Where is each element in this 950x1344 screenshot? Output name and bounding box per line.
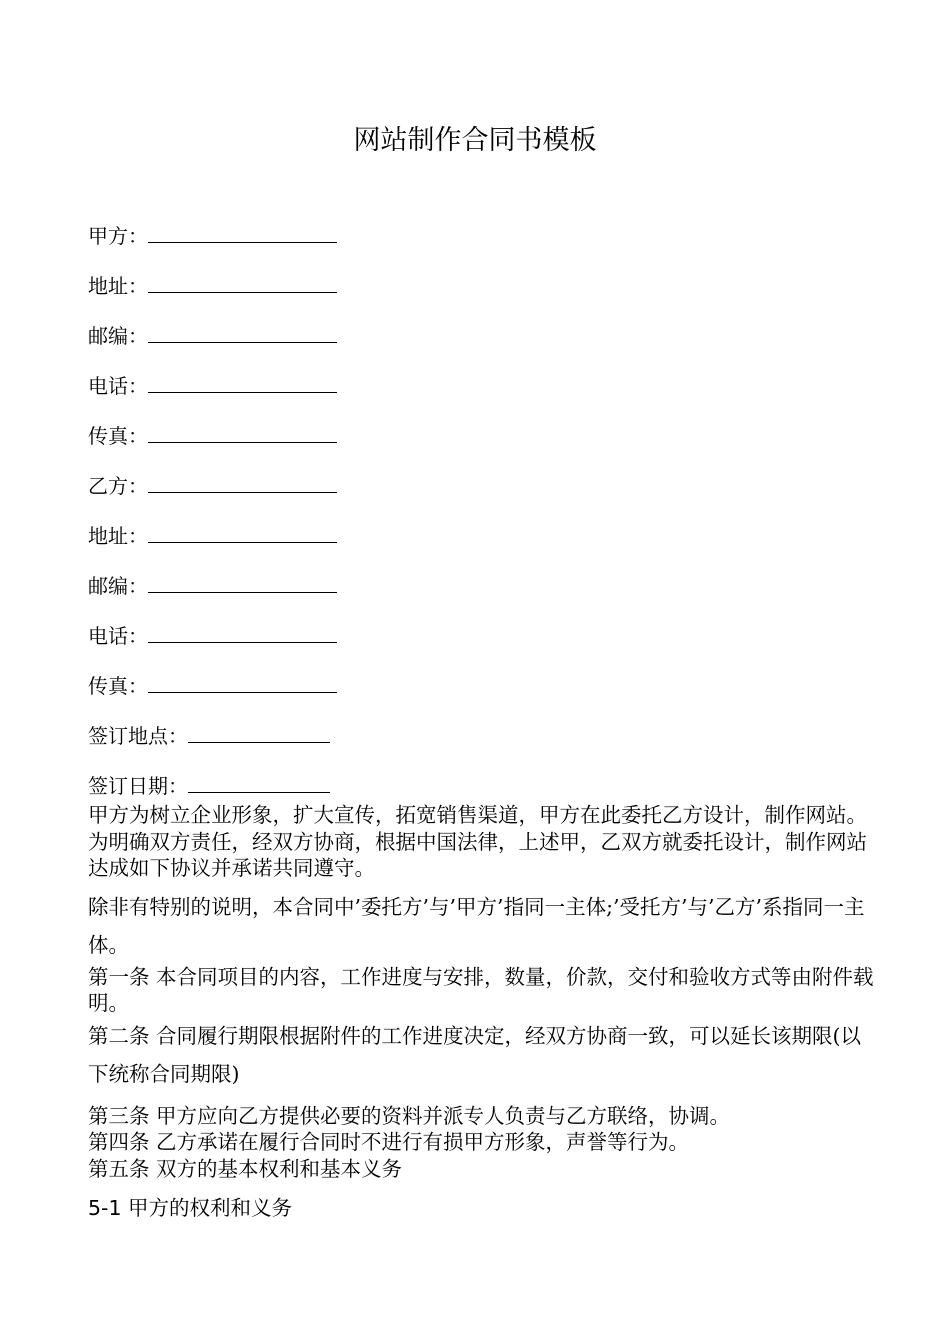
party-a-address-field (88, 270, 868, 320)
party-a-phone-field (88, 370, 868, 420)
field-label: 甲方： (88, 224, 148, 248)
party-a-name-field (88, 220, 868, 270)
party-b-phone-field (88, 620, 868, 670)
field-label: 电话： (88, 374, 148, 398)
page-title: 网站制作合同书模板 (353, 125, 597, 156)
blank-line (148, 570, 337, 593)
intro-paragraph: 甲方为树立企业形象，扩大宣传，拓宽销售渠道，甲方在此委托乙方设计，制作网站。为明确双方责任，经双方协商，根据中国法律，上述甲，乙双方就委托设计，制作网站达成如下协议并承诺共同遵守。 (88, 803, 867, 880)
field-label: 地址： (88, 274, 148, 298)
article-3: 第三条 甲方应向乙方提供必要的资料并派专人负责与乙方联络，协调。 (88, 1103, 731, 1128)
party-a-fax-field (88, 420, 868, 470)
party-a-postcode-field (88, 320, 868, 370)
blank-line (148, 320, 337, 343)
field-label: 传真： (88, 674, 148, 698)
section-5-1-heading (88, 1195, 878, 1222)
article-1: 第一条 本合同项目的内容，工作进度与安排，数量，价款，交付和验收方式等由附件载明。 (88, 964, 874, 1015)
article-4: 第四条 乙方承诺在履行合同时不进行有损甲方形象，声誉等行为。 (88, 1130, 690, 1154)
article-5: 第五条 双方的基本权利和基本义务 (88, 1156, 403, 1181)
blank-line (148, 670, 337, 693)
party-info-fields (88, 220, 868, 820)
contract-body (88, 802, 878, 1222)
blank-line (148, 470, 337, 493)
field-label: 邮编： (88, 324, 148, 348)
field-label: 签订地点： (88, 724, 188, 748)
definition-paragraph: 除非有特别的说明，本合同中’委托方’与’甲方’指同一主体;’受托方’与’乙方’系指同一主体。 (88, 894, 865, 957)
blank-line (148, 220, 337, 243)
blank-line (188, 770, 330, 793)
party-b-postcode-field (88, 570, 868, 620)
party-b-name-field (88, 470, 868, 520)
field-label: 传真： (88, 424, 148, 448)
section-title: 甲方的权利和义务 (121, 1196, 293, 1220)
blank-line (148, 520, 337, 543)
party-b-address-field (88, 520, 868, 570)
field-label: 签订日期： (88, 774, 188, 798)
field-label: 乙方： (88, 474, 148, 498)
party-b-fax-field (88, 670, 868, 720)
blank-line (148, 370, 337, 393)
blank-line (188, 720, 330, 743)
blank-line (148, 620, 337, 643)
article-2: 第二条 合同履行期限根据附件的工作进度决定，经双方协商一致，可以延长该期限(以下统称合同期限) (88, 1023, 862, 1086)
field-label: 邮编： (88, 574, 148, 598)
field-label: 电话： (88, 624, 148, 648)
blank-line (148, 270, 337, 293)
section-number: 5-1 (88, 1196, 122, 1220)
signing-place-field (88, 720, 868, 770)
blank-line (148, 420, 337, 443)
field-label: 地址： (88, 524, 148, 548)
